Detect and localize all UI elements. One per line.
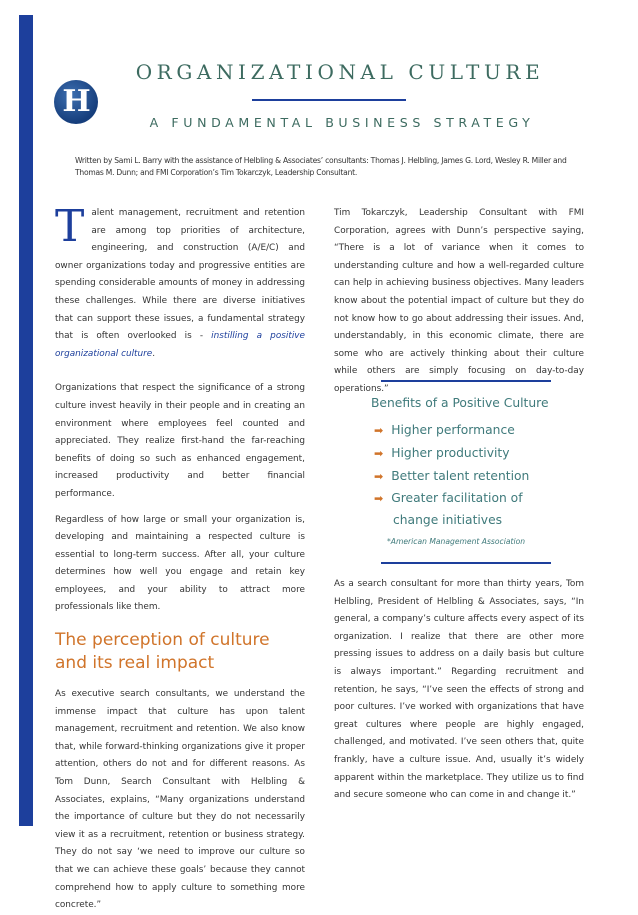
right-column-upper [334,205,584,399]
benefit-item [374,469,529,483]
arrow-right-icon: ➡ [374,424,384,437]
intro-emphasis: instilling a positive organizational culture [55,331,305,359]
page-subtitle: A FUNDAMENTAL BUSINESS STRATEGY [149,115,535,130]
logo-letter: H [62,84,90,119]
page-title: ORGANIZATIONAL CULTURE [135,60,545,84]
left-column [55,201,305,915]
benefit-label: Greater facilitation of [391,491,523,505]
title-divider [252,99,406,101]
benefit-label: Higher performance [391,423,515,437]
benefits-title: Benefits of a Positive Culture [371,396,549,410]
benefit-item [374,491,523,505]
paragraph-regardless: Regardless of how large or small your organization is, developing and maintaining a respected culture is essential to long-term success. After all, your culture determines how well you engage and retain key employees, and your ability to attract more professionals like them. [55,514,305,613]
box-bottom-rule [381,562,551,564]
benefit-label: Higher productivity [391,446,510,460]
paragraph-tokarczyk: Tim Tokarczyk, Leadership Consultant with FMI Corporation, agrees with Dunn’s perspective saying, “There is a lot of variance when it comes to understanding culture and how a well-regarded culture can help in achieving business objectives. Many leaders know about the potential impact of culture but they do not know how to go about addressing their issues. And, understandably, in this economic climate, there are some who are actively thinking about their culture while others are simply focusing on day-to-day operations.” [334,208,584,394]
intro-paragraph [55,201,305,363]
intro-end: . [152,348,156,359]
benefit-item [374,423,515,437]
helbling-logo [54,80,98,124]
arrow-right-icon: ➡ [374,447,384,460]
box-top-rule [381,380,551,382]
right-column-lower [334,576,584,805]
drop-cap: T [55,201,85,252]
arrow-right-icon: ➡ [374,492,384,505]
benefit-item [374,446,510,460]
paragraph-executive-search: As executive search consultants, we understand the immense impact that culture has upon talent management, recruitment and retention. We also know that, while forward-thinking organizations give it proper attention, others do not and for different reasons. As Tom Dunn, Search Consultant with Helbling & Associates, explains, “Many organizations understand the importance of culture but they do not necessarily view it as a recruitment, retention or business strategy. They do not say ‘we need to improve our culture so that we can achieve these goals’ because they cannot comprehend how to apply culture to something more concrete.” [55,689,305,911]
paragraph-organizations: Organizations that respect the significance of a strong culture invest heavily in their people and in creating an environment where employees feel counted and appreciated. They realize first-hand the far-reaching benefits of doing so such as enhanced engagement, increased productivity and better financial performance. [55,383,305,499]
arrow-right-icon: ➡ [374,470,384,483]
section-heading [55,629,305,675]
section-heading-line2: and its real impact [55,653,215,674]
side-accent-bar [19,15,33,826]
paragraph-helbling: As a search consultant for more than thirty years, Tom Helbling, President of Helbling & Associates, says, “In general, a company’s culture affects every aspect of its organization. I realize that there are other more pressing issues to address on a daily basis but culture is always important.” Regarding recruitment and retention, he says, “I’ve seen the effects of strong and poor cultures. I’ve worked with organizations that have great cultures where people are highly engaged, challenged, and motivated. I’ve seen others that, quite frankly, have a culture issue. And, usually it’s widely apparent within the marketplace. They utilize us to find and secure someone who can come in and change it.” [334,579,584,801]
section-heading-line1: The perception of culture [55,630,270,651]
benefits-source: *American Management Association [387,537,526,546]
intro-text: alent management, recruitment and retention are among top priorities of architecture, engineering, and construction (A/E/C) and owner organizations today and progressive entities are spending considerable amounts of money in addressing these challenges. While there are diverse initiatives that can support these issues, a fundamental strategy that is often overlooked is - [55,208,305,342]
benefit-label: Better talent retention [391,469,530,483]
benefit-label-continued: change initiatives [393,513,503,527]
author-credits: Written by Sami L. Barry with the assistance of Helbling & Associates’ consultants: Thomas J. Helbling, James G. Lord, Wesley R. Miller and Thomas M. Dunn; and FMI Corporation’s Tim Tokarczyk, Leadership Consultant. [75,156,567,178]
